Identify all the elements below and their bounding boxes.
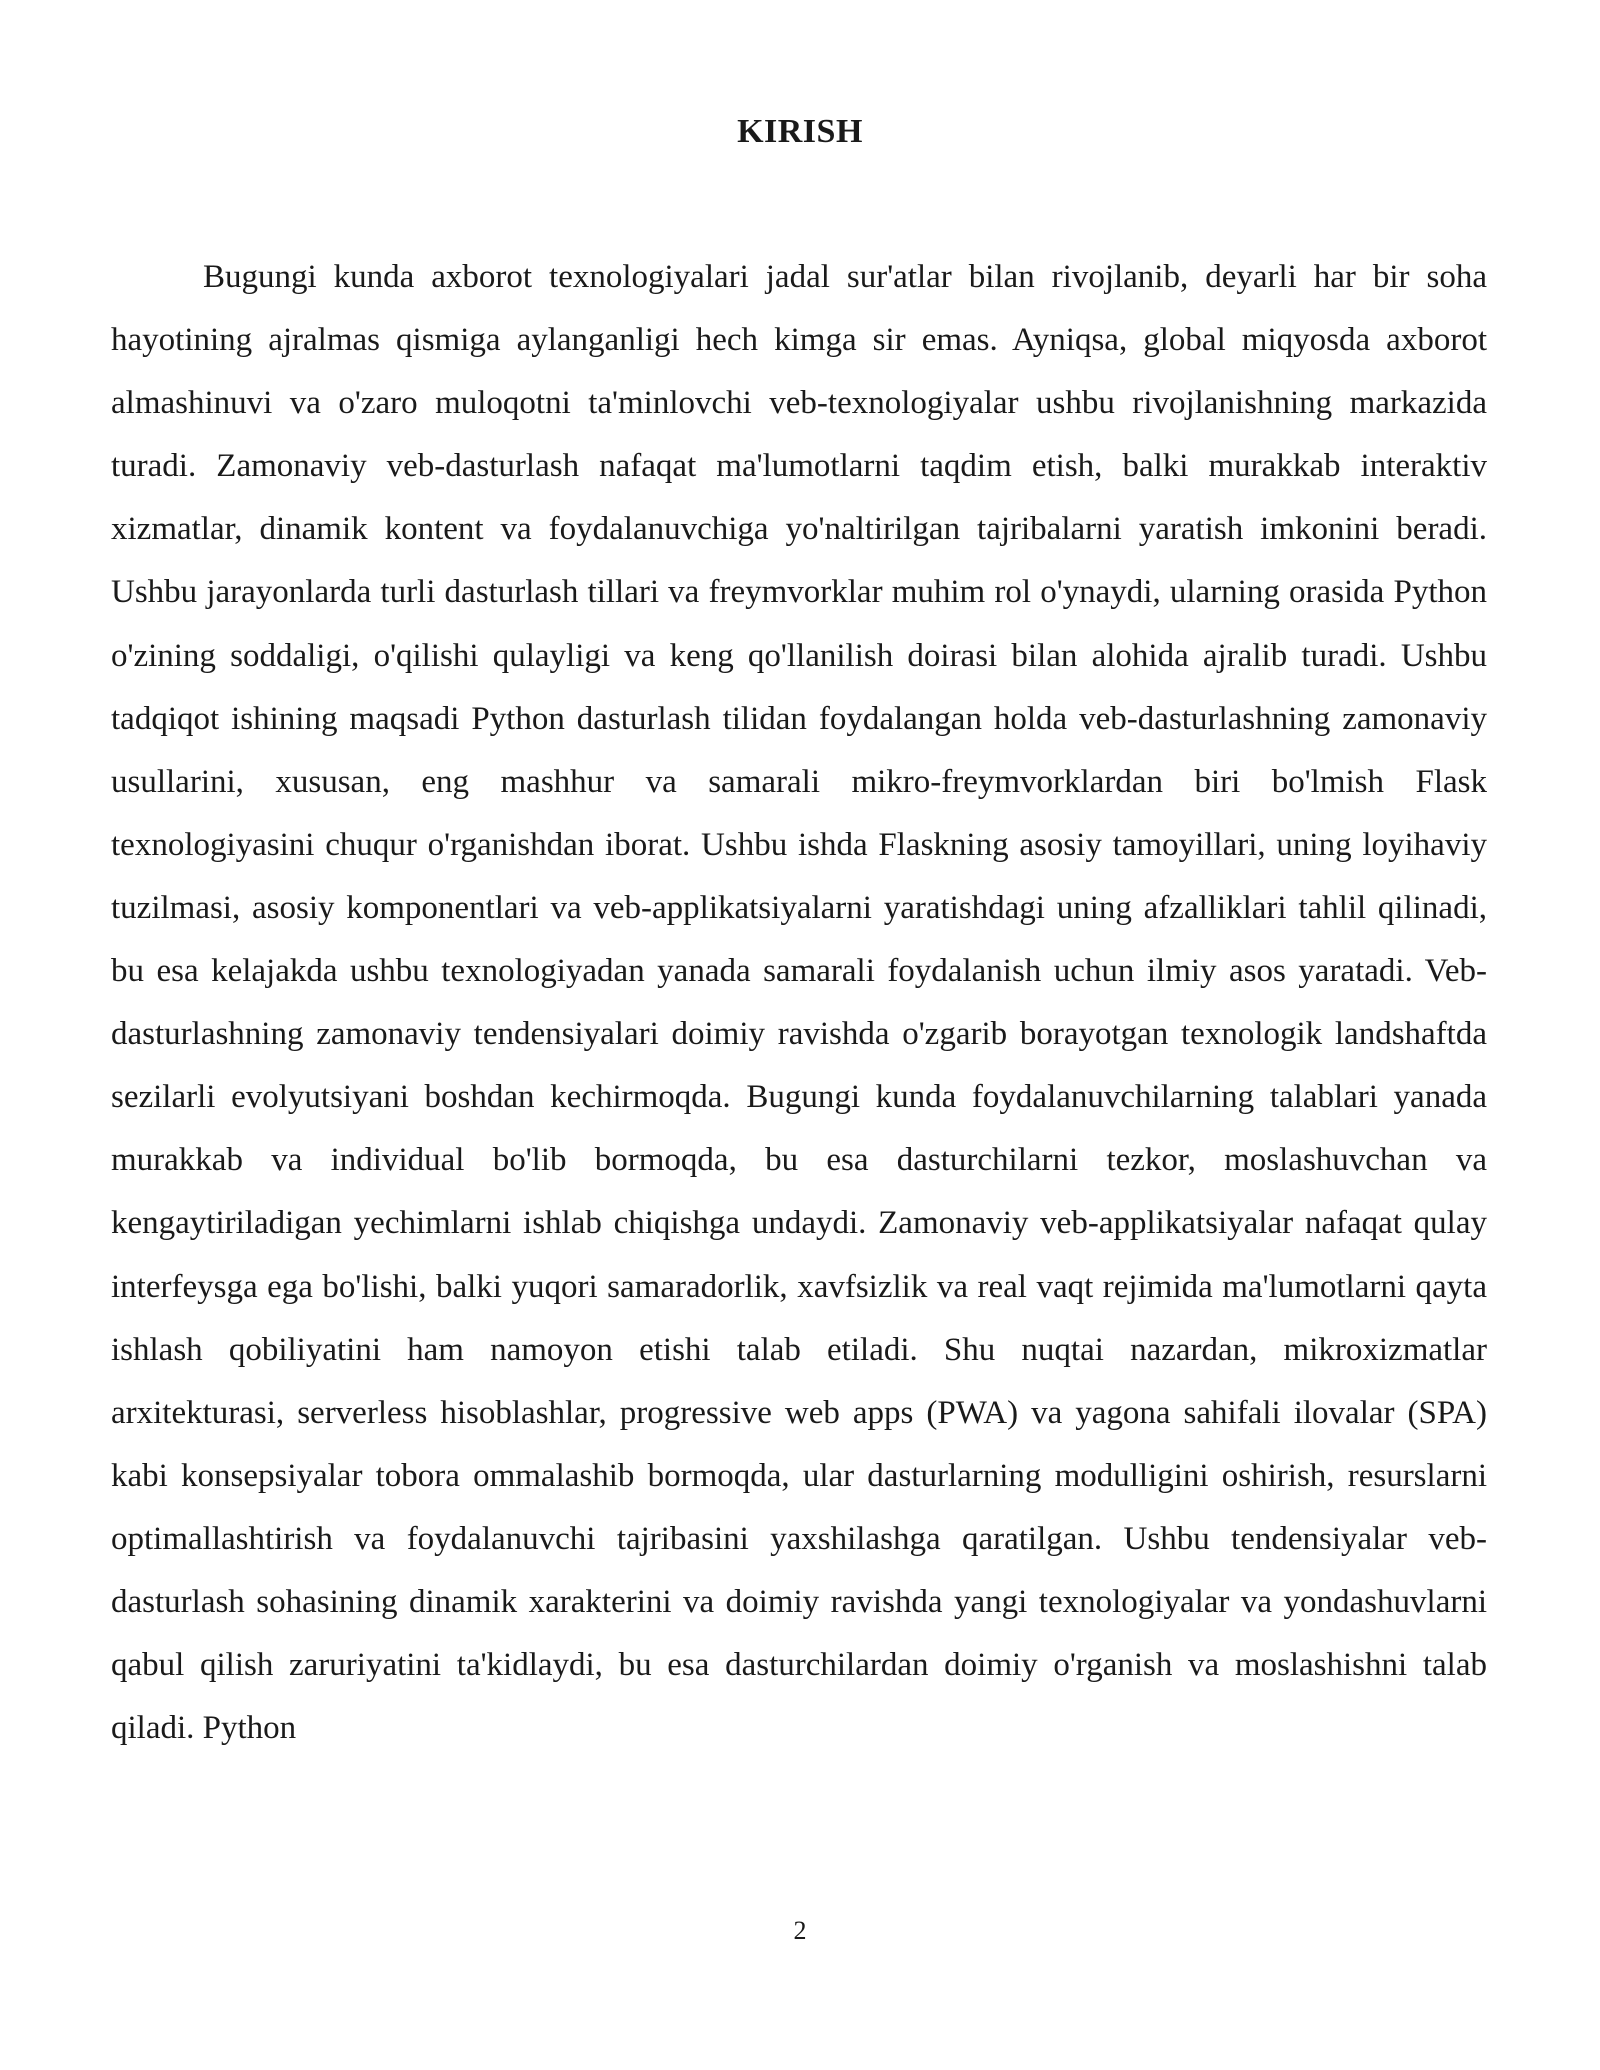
section-heading: KIRISH xyxy=(737,113,863,150)
body-paragraph: Bugungi kunda axborot texnologiyalari jadal sur'atlar bilan rivojlanib, deyarli har bir soha hayotining ajralmas qismiga aylanganligi hech kimga sir emas. Ayniqsa, global miqyosda axborot almashinuvi va o'zaro muloqotni ta'minlovchi veb-texnologiyalar ushbu rivojlanishning markazida turadi. Zamonaviy veb-dasturlash nafaqat ma'lumotlarni taqdim etish, balki murakkab interaktiv xizmatlar, dinamik kontent va foydalanuvchiga yo'naltirilgan tajribalarni yaratish imkonini beradi. Ushbu jarayonlarda turli dasturlash tillari va freymvorklar muhim rol o'ynaydi, ularning orasida Python o'zining soddaligi, o'qilishi qulayligi va keng qo'llanilish doirasi bilan alohida ajralib turadi. Ushbu tadqiqot ishining maqsadi Python dasturlash tilidan foydalangan holda veb-dasturlashning zamonaviy usullarini, xususan, eng mashhur va samarali mikro-freymvorklardan biri bo'lmish Flask texnologiyasini chuqur o'rganishdan iborat. Ushbu ishda Flaskning asosiy tamoyillari, uning loyihaviy tuzilmasi, asosiy komponentlari va veb-applikatsiyalarni yaratishdagi uning afzalliklari tahlil qilinadi, bu esa kelajakda ushbu texnologiyadan yanada samarali foydalanish uchun ilmiy asos yaratadi. Veb-dasturlashning zamonaviy tendensiyalari doimiy ravishda o'zgarib borayotgan texnologik landshaftda sezilarli evolyutsiyani boshdan kechirmoqda. Bugungi kunda foydalanuvchilarning talablari yanada murakkab va individual bo'lib bormoqda, bu esa dasturchilarni tezkor, moslashuvchan va kengaytiriladigan yechimlarni ishlab chiqishga undaydi. Zamonaviy veb-applikatsiyalar nafaqat qulay interfeysga ega bo'lishi, balki yuqori samaradorlik, xavfsizlik va real vaqt rejimida ma'lumotlarni qayta ishlash qobiliyatini ham namoyon etishi talab etiladi. Shu nuqtai nazardan, mikroxizmatlar arxitekturasi, serverless hisoblashlar, progressive web apps (PWA) va yagona sahifali ilovalar (SPA) kabi konsepsiyalar tobora ommalashib bormoqda, ular dasturlarning modulligini oshirish, resurslarni optimallashtirish va foydalanuvchi tajribasini yaxshilashga qaratilgan. Ushbu tendensiyalar veb-dasturlash sohasining dinamik xarakterini va doimiy ravishda yangi texnologiyalar va yondashuvlarni qabul qilish zaruriyatini ta'kidlaydi, bu esa dasturchilardan doimiy o'rganish va moslashishni talab qiladi. Python xyxy=(111,259,1487,1747)
page-number: 2 xyxy=(793,1916,807,1945)
